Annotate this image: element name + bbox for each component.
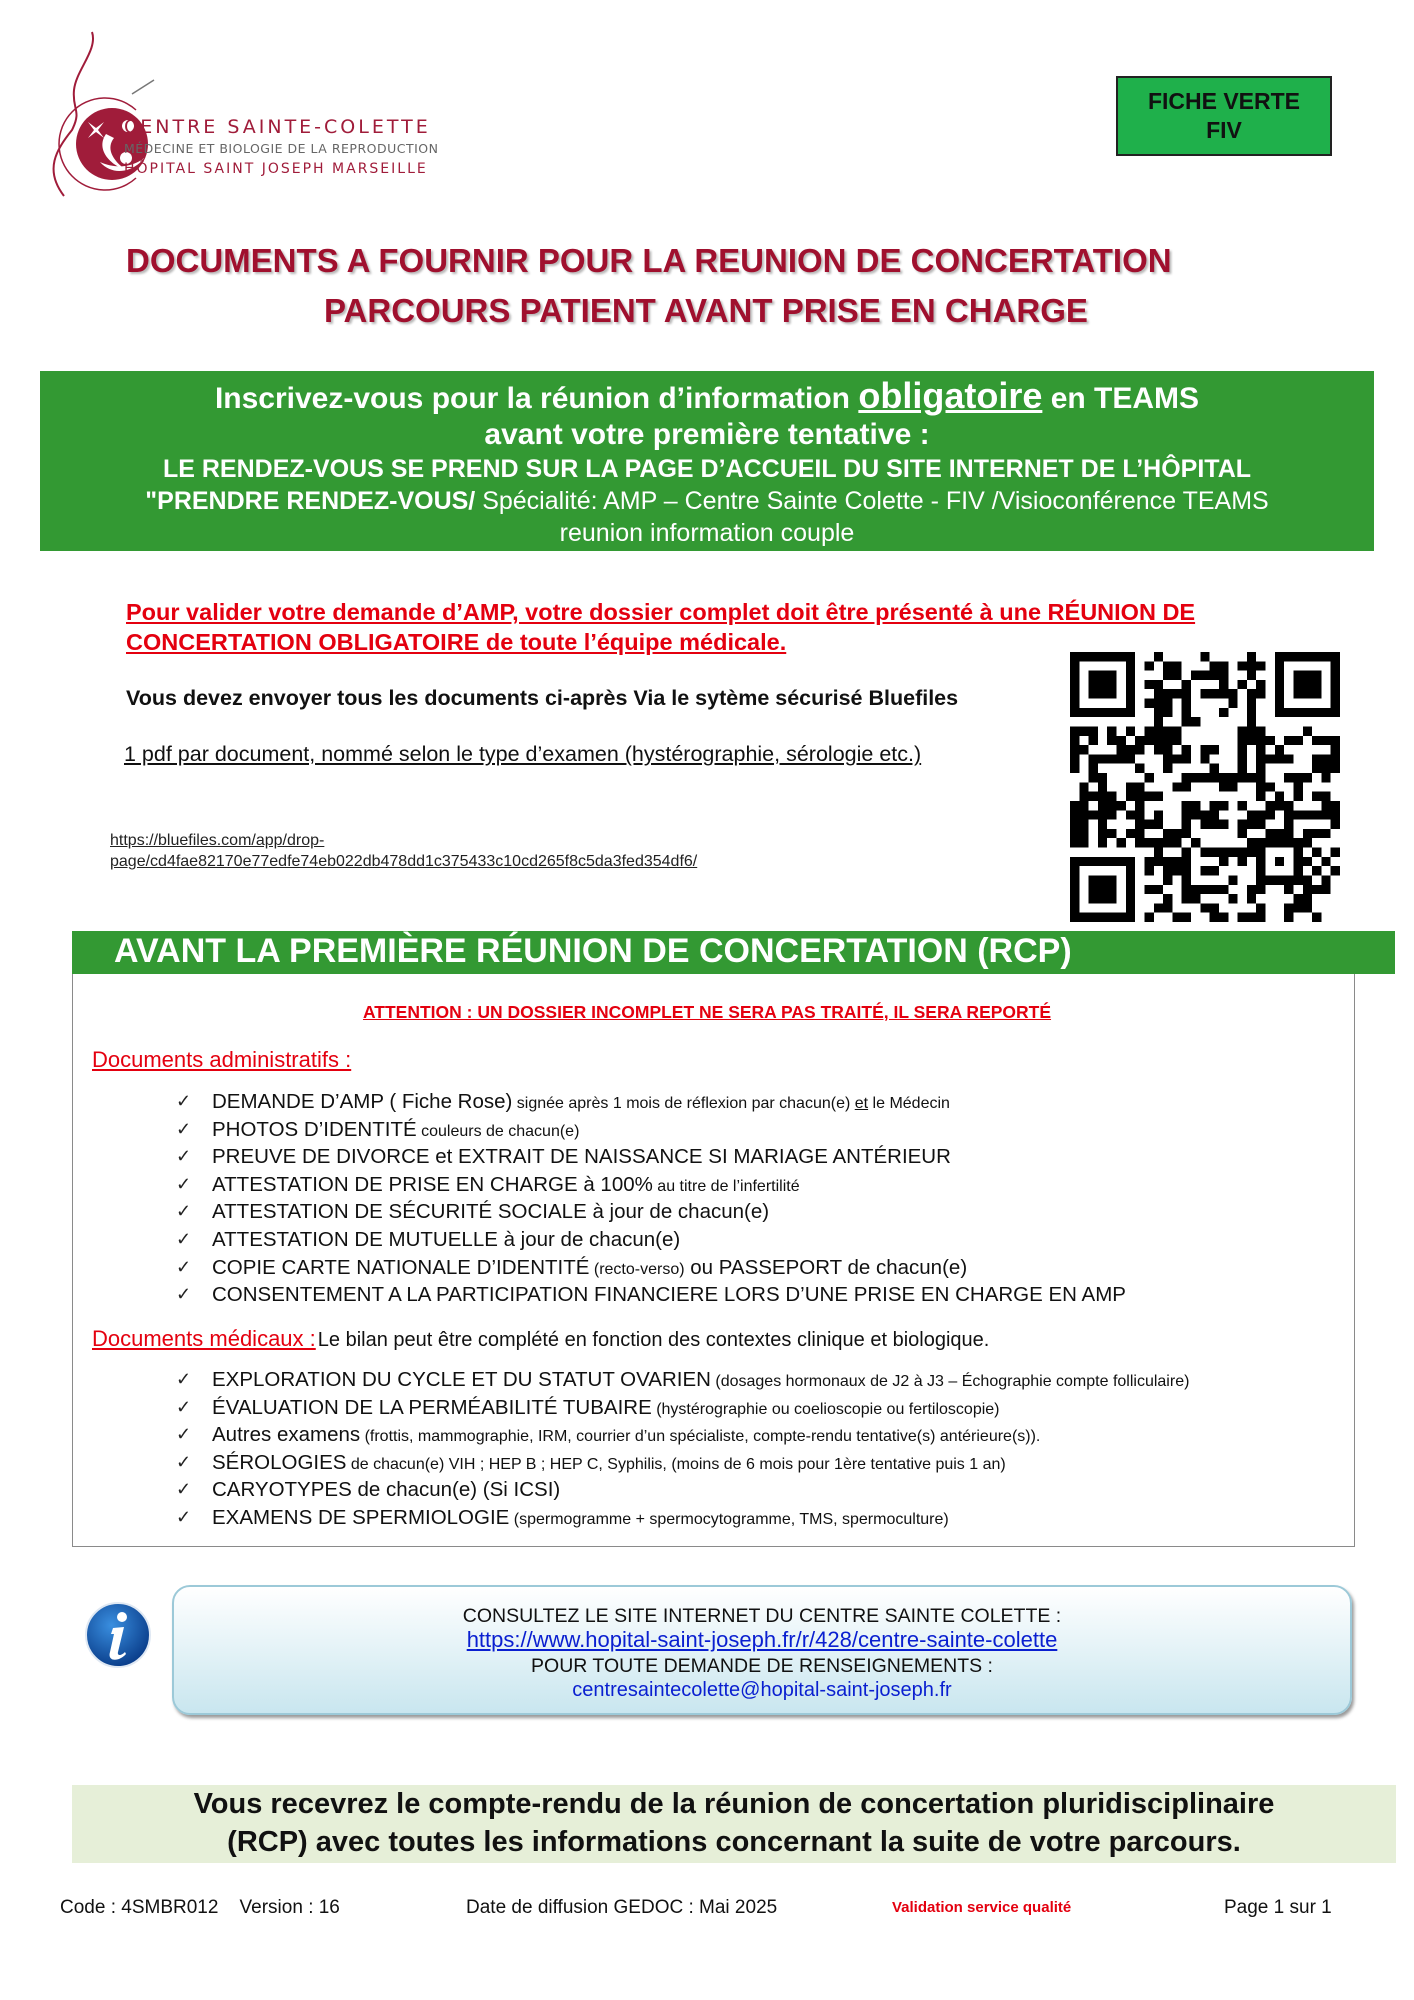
list-item <box>176 1117 1126 1146</box>
medical-documents-label <box>92 1326 989 1352</box>
logo-name: CENTRE SAINTE-COLETTE <box>124 116 431 138</box>
item-main: ATTESTATION DE PRISE EN CHARGE à 100% <box>212 1172 653 1196</box>
check-icon: ✓ <box>176 1146 192 1167</box>
bluefiles-instruction: Vous devez envoyer tous les documents ci-après Via le sytème sécurisé Bluefiles <box>126 686 959 710</box>
item-detail-end: ou PASSEPORT de chacun(e) <box>684 1255 968 1279</box>
medical-label-text: Documents médicaux : <box>92 1326 316 1351</box>
item-detail: (frottis, mammographie, IRM, courrier d’un spécialiste, compte-rendu tentative(s) antérieure(s)). <box>360 1428 1041 1446</box>
check-icon: ✓ <box>176 1173 192 1194</box>
rcp-header-text: AVANT LA PREMIÈRE RÉUNION DE CONCERTATION (RCP) <box>114 932 1072 970</box>
item-main: PHOTOS D’IDENTITÉ <box>212 1117 417 1141</box>
item-main: ATTESTATION DE SÉCURITÉ SOCIALE à jour de chacun(e) <box>212 1200 770 1224</box>
medical-documents-list <box>176 1368 1190 1534</box>
item-detail: au titre de l’infertilité <box>652 1177 800 1195</box>
result-line2: (RCP) avec toutes les informations concernant la suite de votre parcours. <box>227 1826 1241 1858</box>
item-main: COPIE CARTE NATIONALE D’IDENTITÉ <box>212 1255 590 1279</box>
list-item <box>176 1423 1189 1451</box>
check-icon: ✓ <box>176 1506 192 1527</box>
list-item <box>176 1450 1189 1479</box>
logo-hospital: HÔPITAL SAINT JOSEPH MARSEILLE <box>124 161 428 177</box>
item-detail: (hystérographie ou coelioscopie ou fertiloscopie) <box>651 1400 1000 1418</box>
list-item <box>176 1505 1189 1534</box>
check-icon: ✓ <box>176 1396 192 1417</box>
badge-line1: FICHE VERTE <box>1147 88 1301 114</box>
list-item <box>176 1200 1126 1228</box>
item-detail-end: le Médecin <box>868 1095 950 1112</box>
item-main: EXAMENS DE SPERMIOLOGIE <box>212 1505 510 1529</box>
list-item <box>176 1172 1126 1201</box>
list-item <box>176 1368 1190 1396</box>
item-main: ÉVALUATION DE LA PERMÉABILITÉ TUBAIRE <box>212 1395 652 1419</box>
qr-code-icon <box>1070 652 1340 922</box>
item-detail: (spermogramme + spermocytogramme, TMS, spermoculture) <box>509 1510 949 1528</box>
item-detail-underlined: et <box>854 1095 869 1112</box>
item-main: SÉROLOGIES <box>212 1450 347 1474</box>
footer-page-number: Page 1 sur 1 <box>1224 1897 1332 1918</box>
hospital-website-link[interactable]: https://www.hopital-saint-joseph.fr/r/428/centre-sainte-colette <box>466 1627 1058 1652</box>
check-icon: ✓ <box>176 1284 192 1305</box>
badge-line2: FIV <box>1206 117 1242 143</box>
contact-email-link[interactable]: centresaintecolette@hopital-saint-joseph.fr <box>572 1679 952 1701</box>
list-item <box>176 1227 1126 1256</box>
info-contact-label: POUR TOUTE DEMANDE DE RENSEIGNEMENTS : <box>531 1655 993 1677</box>
check-icon: ✓ <box>176 1479 192 1500</box>
teams-banner-line1 <box>40 375 1374 417</box>
item-main: ATTESTATION DE MUTUELLE à jour de chacun(e) <box>212 1227 681 1251</box>
teams-banner-line1-pre: Inscrivez-vous pour la réunion d’information <box>214 382 859 415</box>
fiche-verte-badge <box>1116 76 1332 156</box>
footer-code-version: Code : 4SMBR012 Version : 16 <box>60 1897 340 1918</box>
list-item <box>176 1283 1126 1311</box>
check-icon: ✓ <box>176 1201 192 1222</box>
attention-warning <box>0 1002 1414 1023</box>
footer-validation: Validation service qualité <box>892 1899 1072 1916</box>
info-website-label: CONSULTEZ LE SITE INTERNET DU CENTRE SAINTE COLETTE : <box>462 1605 1062 1627</box>
pdf-instruction: 1 pdf par document, nommé selon le type d’examen (hystérographie, sérologie etc.) <box>124 742 922 766</box>
bluefiles-link[interactable] <box>110 830 697 872</box>
check-icon: ✓ <box>176 1228 192 1249</box>
check-icon: ✓ <box>176 1451 192 1472</box>
info-icon <box>83 1600 153 1670</box>
check-icon: ✓ <box>176 1091 192 1111</box>
list-item <box>176 1395 1189 1424</box>
list-item <box>176 1090 1126 1118</box>
check-icon: ✓ <box>176 1369 192 1389</box>
bluefiles-link-line2[interactable]: page/cd4fae82170e77edfe74eb022db478dd1c375433c10cd265f8c5da3fed354df6/ <box>110 853 698 870</box>
bluefiles-link-line1[interactable]: https://bluefiles.com/app/drop- <box>110 832 325 849</box>
admin-documents-label: Documents administratifs : <box>92 1047 352 1072</box>
list-item <box>176 1255 1126 1284</box>
item-main: CARYOTYPES de chacun(e) (Si ICSI) <box>212 1478 561 1502</box>
info-box <box>172 1585 1352 1715</box>
medical-note: Le bilan peut être complété en fonction des contextes clinique et biologique. <box>317 1329 990 1351</box>
item-main: DEMANDE D’AMP ( Fiche Rose) <box>212 1090 513 1113</box>
admin-documents-list <box>176 1090 1126 1311</box>
page-title-line2: PARCOURS PATIENT AVANT PRISE EN CHARGE <box>324 292 1088 329</box>
check-icon: ✓ <box>176 1118 192 1139</box>
page-title-line1: DOCUMENTS A FOURNIR POUR LA REUNION DE CONCERTATION <box>126 242 1172 279</box>
rcp-result-banner <box>72 1785 1396 1863</box>
logo-subtitle: MÉDECINE ET BIOLOGIE DE LA REPRODUCTION <box>124 141 439 156</box>
result-line1: Vous recevrez le compte-rendu de la réunion de concertation pluridisciplinaire <box>193 1788 1275 1820</box>
obligatoire-emphasis: obligatoire <box>858 375 1043 416</box>
item-main: EXPLORATION DU CYCLE ET DU STATUT OVARIEN <box>212 1368 711 1391</box>
teams-banner-line1-post: en TEAMS <box>1042 382 1200 415</box>
item-main: CONSENTEMENT A LA PARTICIPATION FINANCIERE LORS D’UNE PRISE EN CHARGE EN AMP <box>212 1283 1126 1307</box>
list-item <box>176 1478 1189 1506</box>
teams-banner-line5: reunion information couple <box>559 519 855 547</box>
specialite-text: Spécialité: AMP – Centre Sainte Colette - FIV /Visioconférence TEAMS <box>475 487 1269 515</box>
prendre-rdv-label: "PRENDRE RENDEZ-VOUS/ <box>145 487 476 515</box>
attention-text: ATTENTION : UN DOSSIER INCOMPLET NE SERA PAS TRAITÉ, IL SERA REPORTÉ <box>362 1002 1052 1022</box>
item-detail: (recto-verso) <box>589 1260 685 1278</box>
item-main: Autres examens <box>212 1423 361 1447</box>
teams-banner-line3: LE RENDEZ-VOUS SE PREND SUR LA PAGE D’ACCUEIL DU SITE INTERNET DE L’HÔPITAL <box>162 455 1252 483</box>
teams-banner-line2: avant votre première tentative : <box>484 418 930 451</box>
logo <box>36 30 456 200</box>
check-icon: ✓ <box>176 1424 192 1445</box>
check-icon: ✓ <box>176 1256 192 1277</box>
item-detail: signée après 1 mois de réflexion par chacun(e) <box>512 1095 855 1112</box>
item-main: PREUVE DE DIVORCE et EXTRAIT DE NAISSANCE SI MARIAGE ANTÉRIEUR <box>212 1145 951 1169</box>
item-detail: couleurs de chacun(e) <box>416 1122 580 1140</box>
teams-info-banner <box>40 371 1374 551</box>
item-detail: (dosages hormonaux de J2 à J3 – Échographie compte folliculaire) <box>710 1373 1190 1390</box>
teams-banner-line4 <box>40 487 1374 516</box>
list-item <box>176 1145 1126 1173</box>
item-detail: de chacun(e) VIH ; HEP B ; HEP C, Syphilis, (moins de 6 mois pour 1ère tentative puis 1 an) <box>346 1455 1006 1473</box>
rcp-section-header <box>72 931 1395 974</box>
footer-diffusion-date: Date de diffusion GEDOC : Mai 2025 <box>466 1897 778 1918</box>
validation-notice: Pour valider votre demande d’AMP, votre dossier complet doit être présenté à une RÉUNION DE CONCERTATION OBLIGATOIRE de toute l’équipe médicale. <box>126 599 1196 655</box>
